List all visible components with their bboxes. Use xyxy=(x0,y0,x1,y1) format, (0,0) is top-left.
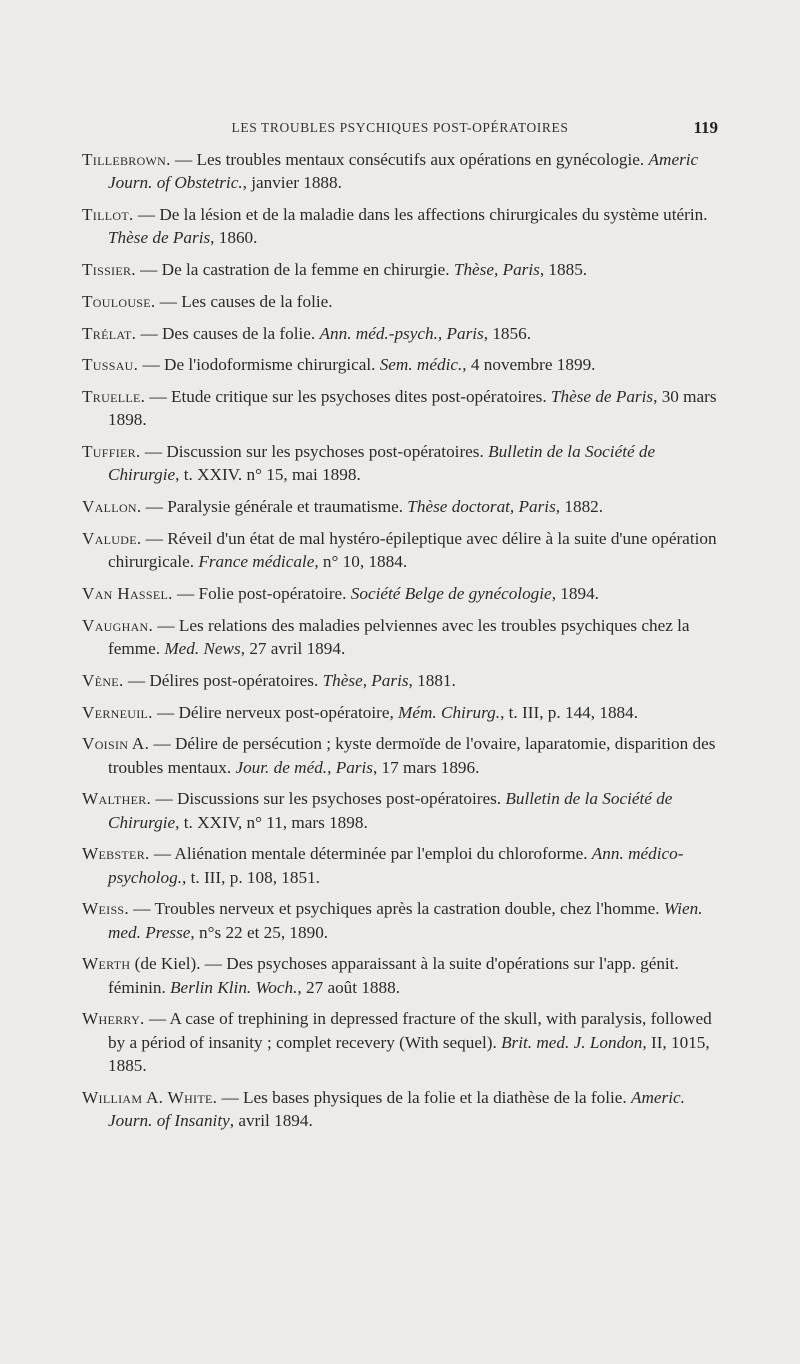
entry-text: — Troubles nerveux et psychiques après la castration double, chez l'homme. xyxy=(129,899,664,919)
page-number: 119 xyxy=(693,118,718,137)
entry-author: Vène. xyxy=(82,670,124,690)
entry-source: Americ Journ. of Obstetric. xyxy=(108,150,699,193)
entry-author: Toulouse. xyxy=(82,291,156,311)
bibliography-entry xyxy=(82,353,722,376)
bibliography-entry xyxy=(82,669,722,692)
entry-details: , n°s 22 et 25, 1890. xyxy=(190,922,329,942)
entry-details: , n° 10, 1884. xyxy=(314,552,408,572)
entry-details: , 1881. xyxy=(408,670,456,690)
entry-author: Truelle. xyxy=(82,387,146,407)
entry-source: Bulletin de la Société de Chirurgie xyxy=(108,442,656,485)
entry-text: — Discussion sur les psychoses post-opératoires. xyxy=(140,442,489,462)
bibliography-entry xyxy=(82,952,722,998)
bibliography-entry xyxy=(82,258,722,281)
entry-text: — Etude critique sur les psychoses dites post-opératoires. xyxy=(145,387,551,407)
entry-text: — Les bases physiques de la folie et la diathèse de la folie. xyxy=(217,1087,632,1107)
bibliography-entry xyxy=(82,385,722,431)
entry-source: Med. News xyxy=(164,638,241,658)
bibliography-entry xyxy=(82,527,722,573)
running-head xyxy=(0,118,800,142)
entry-text: — Délire de persécution ; kyste dermoïde de l'ovaire, laparatomie, disparition des troubles mentaux. xyxy=(108,734,716,777)
bibliography-entry xyxy=(82,614,722,660)
bibliography-entry xyxy=(82,440,722,486)
entry-author: William A. White. xyxy=(82,1087,218,1107)
entry-details: , avril 1894. xyxy=(229,1110,313,1130)
entry-details: , t. XXIV. n° 15, mai 1898. xyxy=(175,465,361,485)
entry-author: Tillebrown. xyxy=(82,150,171,169)
bibliography-entry xyxy=(82,701,722,724)
entry-details: , 17 mars 1896. xyxy=(372,757,480,777)
entry-author: Tuffier. xyxy=(82,442,141,462)
bibliography-entry xyxy=(82,1007,722,1077)
entry-source: Thèse de Paris xyxy=(550,387,654,407)
entry-text: — Discussions sur les psychoses post-opératoires. xyxy=(151,789,506,809)
entry-author: Wherry. xyxy=(82,1009,145,1029)
entry-details: , 27 août 1888. xyxy=(297,977,401,997)
entry-author: Trélat. xyxy=(82,323,137,343)
entry-text: — Délire nerveux post-opératoire, xyxy=(152,702,399,722)
entry-text: — Les causes de la folie. xyxy=(155,291,333,311)
entry-source: Ann. méd.-psych., Paris xyxy=(319,323,484,343)
bibliography-entry xyxy=(82,787,722,833)
entry-details: , 1856. xyxy=(483,323,531,343)
entry-details: , 4 novembre 1899. xyxy=(462,355,596,375)
entry-author: Werth xyxy=(82,954,131,974)
bibliography-entry xyxy=(82,842,722,888)
entry-source: France médicale xyxy=(198,552,315,572)
running-title: LES TROUBLES PSYCHIQUES POST-OPÉRATOIRES xyxy=(231,120,569,135)
entry-source: Brit. med. J. London xyxy=(501,1032,643,1052)
bibliography-list xyxy=(82,148,722,1141)
entry-author: Vallon. xyxy=(82,497,142,517)
entry-source: Berlin Klin. Woch. xyxy=(170,977,298,997)
entry-details: , II, 1015, 1885. xyxy=(108,1032,710,1075)
entry-text: — De l'iodoformisme chirurgical. xyxy=(138,355,380,375)
bibliography-entry xyxy=(82,1086,722,1132)
entry-author: Van Hassel. xyxy=(82,583,173,603)
entry-text: — Folie post-opératoire. xyxy=(172,583,351,603)
entry-details: , 1860. xyxy=(210,228,258,248)
entry-author: Tissier. xyxy=(82,260,136,279)
entry-text: — Réveil d'un état de mal hystéro-épileptique avec délire à la suite d'une opération chirurgicale. xyxy=(108,528,717,572)
entry-details: , janvier 1888. xyxy=(242,173,342,193)
entry-source: Société Belge de gynécologie xyxy=(350,583,552,603)
entry-source: Thèse, Paris xyxy=(322,670,409,690)
entry-text: — Des causes de la folie. xyxy=(136,323,320,343)
entry-source: Mém. Chirurg. xyxy=(398,702,501,722)
entry-details: , 1885. xyxy=(539,260,588,279)
entry-text: (de Kiel). — Des psychoses apparaissant à la suite d'opérations sur l'app. génit. féminin. xyxy=(108,954,679,997)
entry-details: , 1894. xyxy=(551,583,599,603)
entry-source: Ann. médico-psycholog. xyxy=(108,844,684,887)
bibliography-entry xyxy=(82,322,722,345)
entry-text: — A case of trephining in depressed fracture of the skull, with paralysis, followed by a périod of insanity ; complet recevery (With sequel). xyxy=(108,1009,712,1052)
entry-source: Jour. de méd., Paris xyxy=(235,757,373,777)
entry-text: — Délires post-opératoires. xyxy=(123,670,323,690)
entry-author: Verneuil. xyxy=(82,702,153,722)
entry-source: Thèse de Paris xyxy=(108,228,211,248)
bibliography-entry xyxy=(82,290,722,313)
entry-author: Webster. xyxy=(82,844,150,864)
entry-text: — De la castration de la femme en chirurgie. xyxy=(135,260,454,279)
entry-source: Bulletin de la Société de Chirurgie xyxy=(108,789,673,832)
entry-source: Americ. Journ. of Insanity xyxy=(108,1087,685,1130)
entry-text: — De la lésion et de la maladie dans les affections chirurgicales du système utérin. xyxy=(133,205,708,224)
entry-author: Vaughan. xyxy=(82,615,154,635)
bibliography-entry xyxy=(82,148,722,194)
entry-text: — Aliénation mentale déterminée par l'emploi du chloroforme. xyxy=(149,844,592,864)
entry-author: Voisin A. xyxy=(82,734,150,754)
entry-source: Thèse, Paris xyxy=(453,260,540,279)
bibliography-entry xyxy=(82,582,722,605)
entry-author: Walther. xyxy=(82,789,152,809)
entry-details: , 1882. xyxy=(555,497,604,517)
entry-author: Valude. xyxy=(82,528,142,548)
entry-source: Sem. médic. xyxy=(379,355,463,375)
entry-text: — Les relations des maladies pelviennes avec les troubles psychiques chez la femme. xyxy=(108,615,690,658)
entry-details: , t. III, p. 144, 1884. xyxy=(500,702,639,722)
entry-details: , 30 mars 1898. xyxy=(108,387,717,430)
entry-details: , t. XXIV, n° 11, mars 1898. xyxy=(175,812,368,832)
entry-author: Weiss. xyxy=(82,899,129,919)
bibliography-entry xyxy=(82,495,722,518)
entry-source: Thèse doctorat, Paris xyxy=(407,497,556,517)
entry-details: , t. III, p. 108, 1851. xyxy=(182,867,320,887)
entry-text: — Paralysie générale et traumatisme. xyxy=(141,497,408,517)
bibliography-entry xyxy=(82,897,722,943)
entry-details: , 27 avril 1894. xyxy=(240,638,346,658)
entry-author: Tillot. xyxy=(82,205,134,224)
bibliography-entry xyxy=(82,732,722,778)
entry-text: — Les troubles mentaux consécutifs aux opérations en gynécologie. xyxy=(170,150,649,169)
bibliography-entry xyxy=(82,203,722,249)
entry-source: Wien. med. Presse xyxy=(108,899,703,942)
entry-author: Tussau. xyxy=(82,355,139,375)
